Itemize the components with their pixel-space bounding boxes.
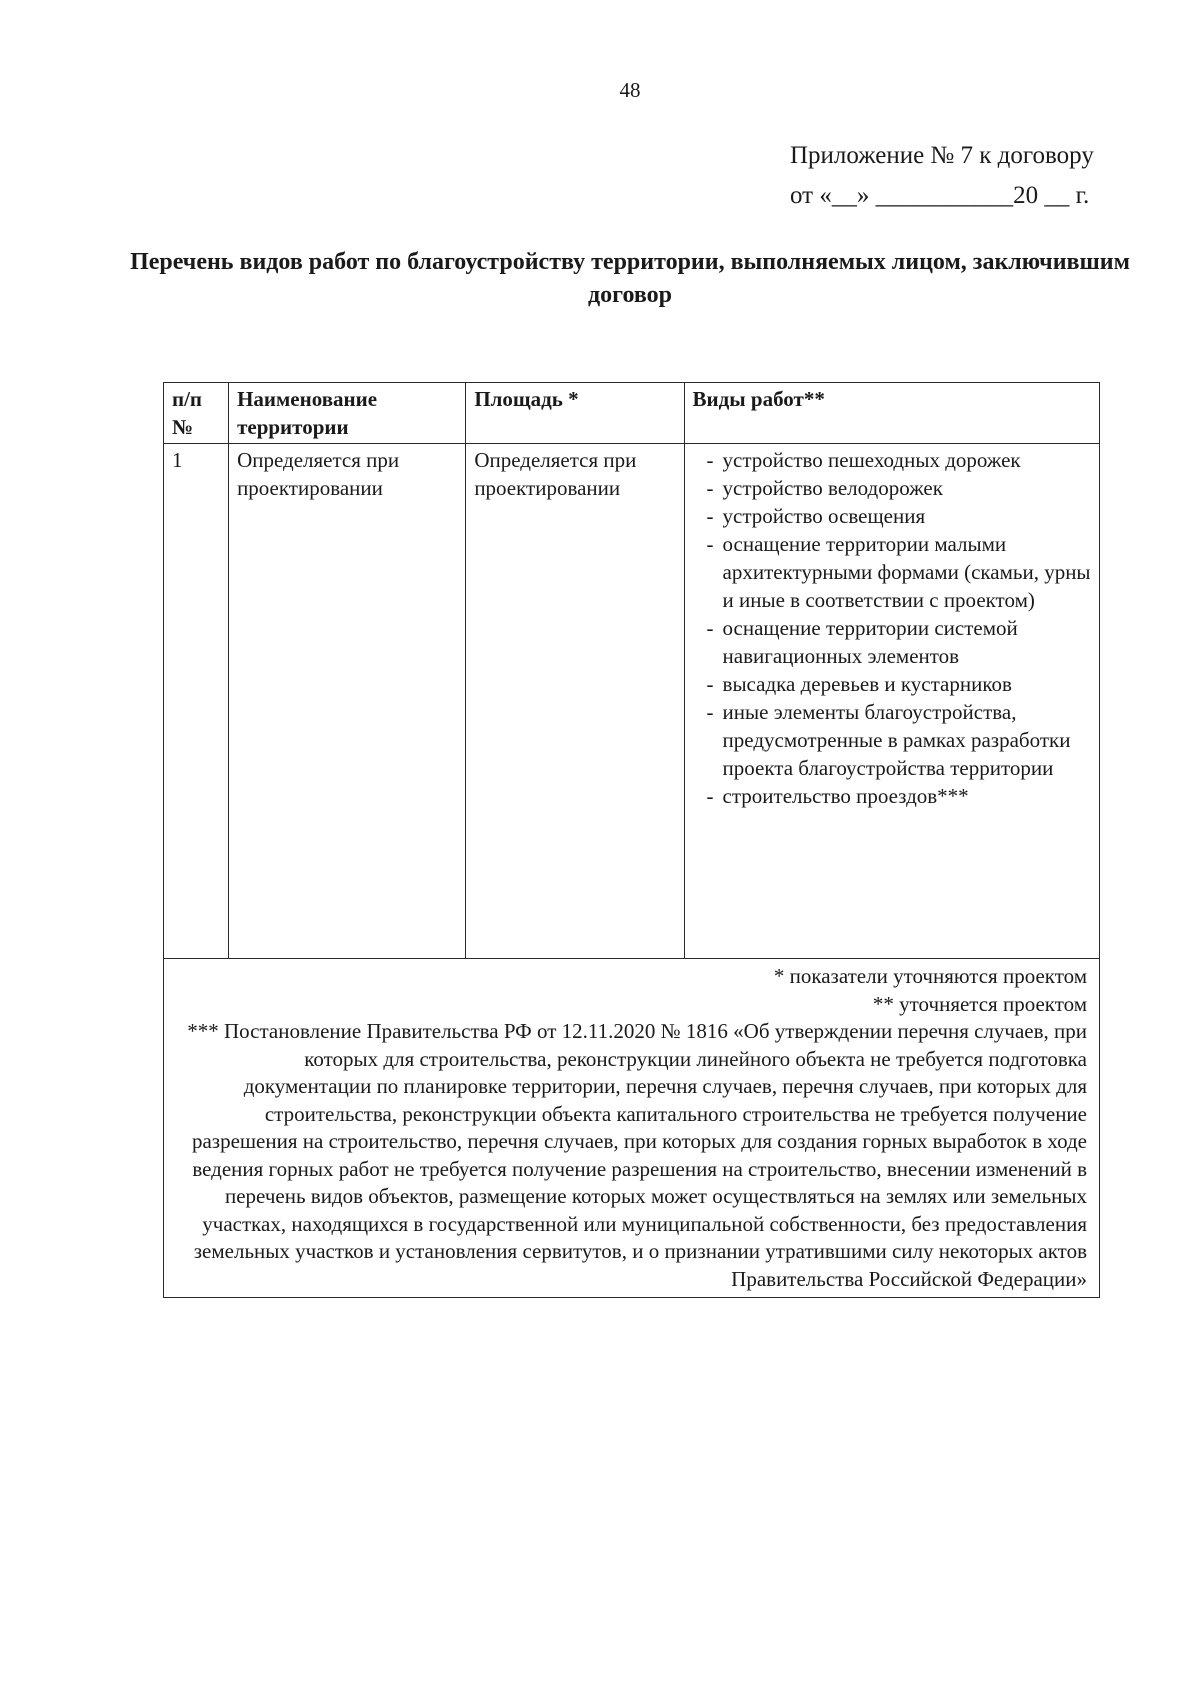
list-item: - оснащение территории системой навигационных элементов bbox=[707, 614, 1093, 670]
cell-territory-name: Определяется при проектировании bbox=[229, 444, 466, 959]
notes-cell bbox=[164, 959, 1100, 1298]
table-header-row bbox=[164, 383, 1100, 444]
works-table bbox=[163, 382, 1100, 1298]
list-item: - устройство освещения bbox=[707, 502, 1093, 530]
list-item: - строительство проездов*** bbox=[707, 782, 1093, 810]
page-number: 48 bbox=[619, 78, 641, 102]
appendix-date-line: от «__» ___________20 __ г. bbox=[790, 182, 1090, 209]
header-work-types: Виды работ** bbox=[684, 383, 1099, 444]
appendix-header bbox=[790, 136, 1094, 216]
list-item: - устройство пешеходных дорожек bbox=[707, 446, 1093, 474]
header-territory-name: Наименование территории bbox=[229, 383, 466, 444]
note-area: * показатели уточняются проектом bbox=[773, 964, 1087, 988]
notes-row bbox=[164, 959, 1100, 1298]
note-resolution: *** Постановление Правительства РФ от 12.11.2020 № 1816 «Об утверждении перечня случаев, при которых для строительства, реконструкции линейного объекта не требуется подготовка документации по планировке территории, перечня случаев, перечня случаев, при которых для строительства, реконструкции объекта капитального строительства не требуется получение разрешения на строительство, перечня случаев, при которых для создания горных выработок в ходе ведения горных работ не требуется получение разрешения на строительство, внесении изменений в перечень видов объектов, размещение которых может осуществляться на землях или земельных участках, находящихся в государственной или муниципальной собственности, без предоставления земельных участков и установления сервитутов, и о признании утратившими силу некоторых актов Правительства Российской Федерации» bbox=[187, 1019, 1087, 1291]
header-num: п/п № bbox=[164, 383, 229, 444]
cell-work-types bbox=[684, 444, 1099, 959]
work-list bbox=[693, 446, 1093, 810]
list-item: - иные элементы благоустройства, предусмотренные в рамках разработки проекта благоустройства территории bbox=[707, 698, 1093, 782]
cell-area: Определяется при проектировании bbox=[466, 444, 684, 959]
list-item: - высадка деревьев и кустарников bbox=[707, 670, 1093, 698]
cell-num: 1 bbox=[164, 444, 229, 959]
document-title: Перечень видов работ по благоустройству территории, выполняемых лицом, заключившим договор bbox=[130, 249, 1130, 308]
table-row bbox=[164, 444, 1100, 959]
list-item: - устройство велодорожек bbox=[707, 474, 1093, 502]
note-works: ** уточняется проектом bbox=[872, 991, 1087, 1016]
appendix-title: Приложение № 7 к договору bbox=[790, 142, 1094, 169]
header-area: Площадь * bbox=[466, 383, 684, 444]
list-item: - оснащение территории малыми архитектурными формами (скамьи, урны и иные в соответствии с проектом) bbox=[707, 530, 1093, 614]
